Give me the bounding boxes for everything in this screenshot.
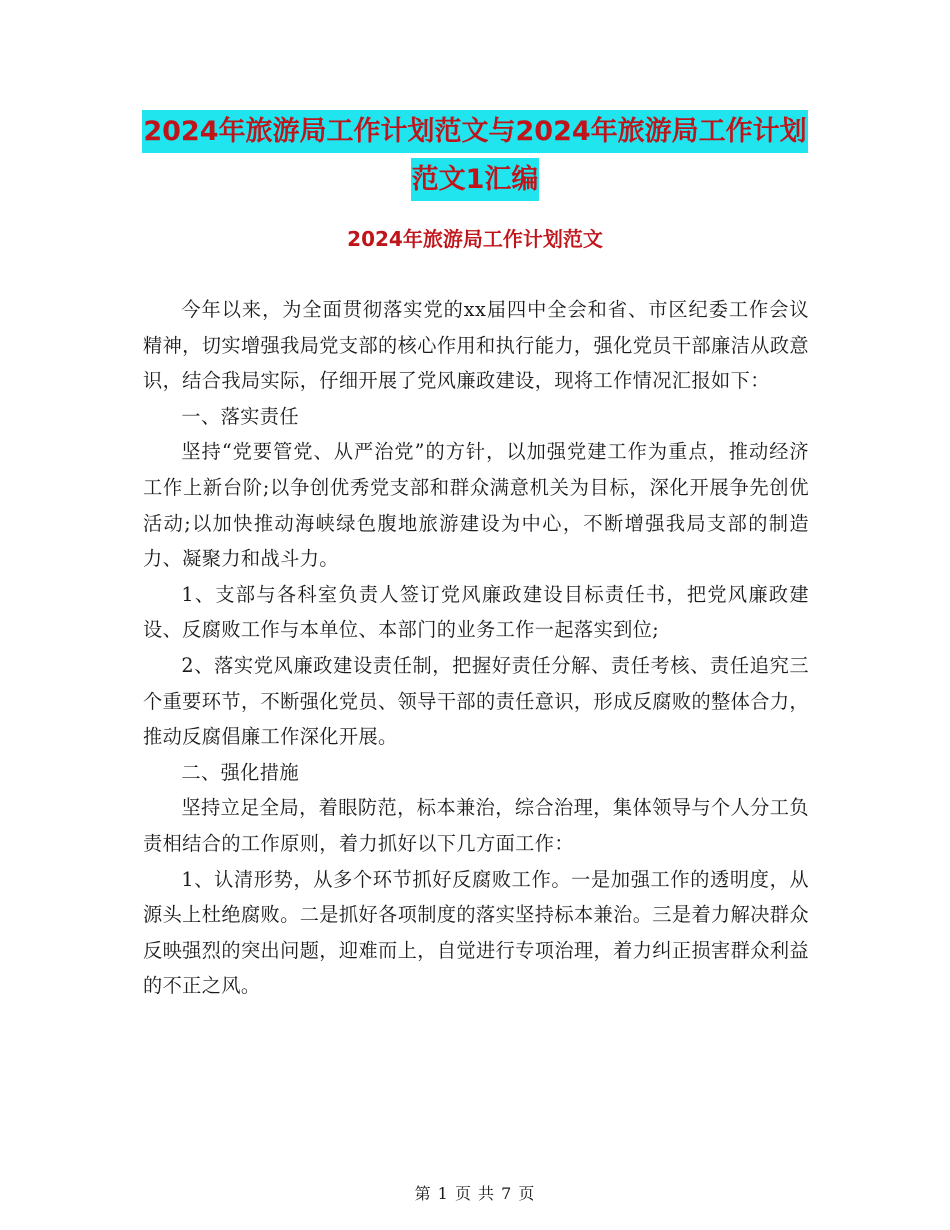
document-body bbox=[143, 292, 809, 1004]
heading-qianghua-cuoshi: 二、强化措施 bbox=[181, 760, 299, 784]
paragraph-item-3: 1、认清形势，从多个环节抓好反腐败工作。一是加强工作的透明度，从源头上杜绝腐败。二是抓好各项制度的落实坚持标本兼治。三是着力解决群众反映强烈的突出问题，迎难而上，自觉进行专项治理，着力纠正损害群众利益的不正之风。 bbox=[143, 867, 809, 998]
paragraph-intro: 今年以来，为全面贯彻落实党的xx届四中全会和省、市区纪委工作会议精神，切实增强我局党支部的核心作用和执行能力，强化党员干部廉洁从政意识，结合我局实际，仔细开展了党风廉政建设，现将工作情况汇报如下： bbox=[143, 298, 809, 393]
paragraph-fangzhen: 坚持“党要管党、从严治党”的方针，以加强党建工作为重点，推动经济工作上新台阶;以争创优秀党支部和群众满意机关为目标，深化开展争先创优活动;以加快推动海峡绿色腹地旅游建设为中心，不断增强我局支部的制造力、凝聚力和战斗力。 bbox=[143, 440, 809, 571]
paragraph-item-1: 1、支部与各科室负责人签订党风廉政建设目标责任书，把党风廉政建设、反腐败工作与本单位、本部门的业务工作一起落实到位; bbox=[143, 582, 809, 642]
paragraph-item-2: 2、落实党风廉政建设责任制，把握好责任分解、责任考核、责任追究三个重要环节，不断强化党员、领导干部的责任意识，形成反腐败的整体合力，推动反腐倡廉工作深化开展。 bbox=[143, 653, 809, 749]
document-title bbox=[0, 110, 950, 206]
title-line-2: 范文1汇编 bbox=[411, 158, 540, 201]
page-number-footer: 第 1 页 共 7 页 bbox=[414, 1184, 536, 1203]
section-heading: 2024年旅游局工作计划范文 bbox=[347, 227, 603, 251]
title-line-1: 2024年旅游局工作计划范文与2024年旅游局工作计划 bbox=[142, 110, 807, 153]
paragraph-yuanze: 坚持立足全局，着眼防范，标本兼治，综合治理，集体领导与个人分工负责相结合的工作原则，着力抓好以下几方面工作： bbox=[143, 796, 809, 855]
heading-luoshi-zeren: 一、落实责任 bbox=[181, 404, 299, 428]
